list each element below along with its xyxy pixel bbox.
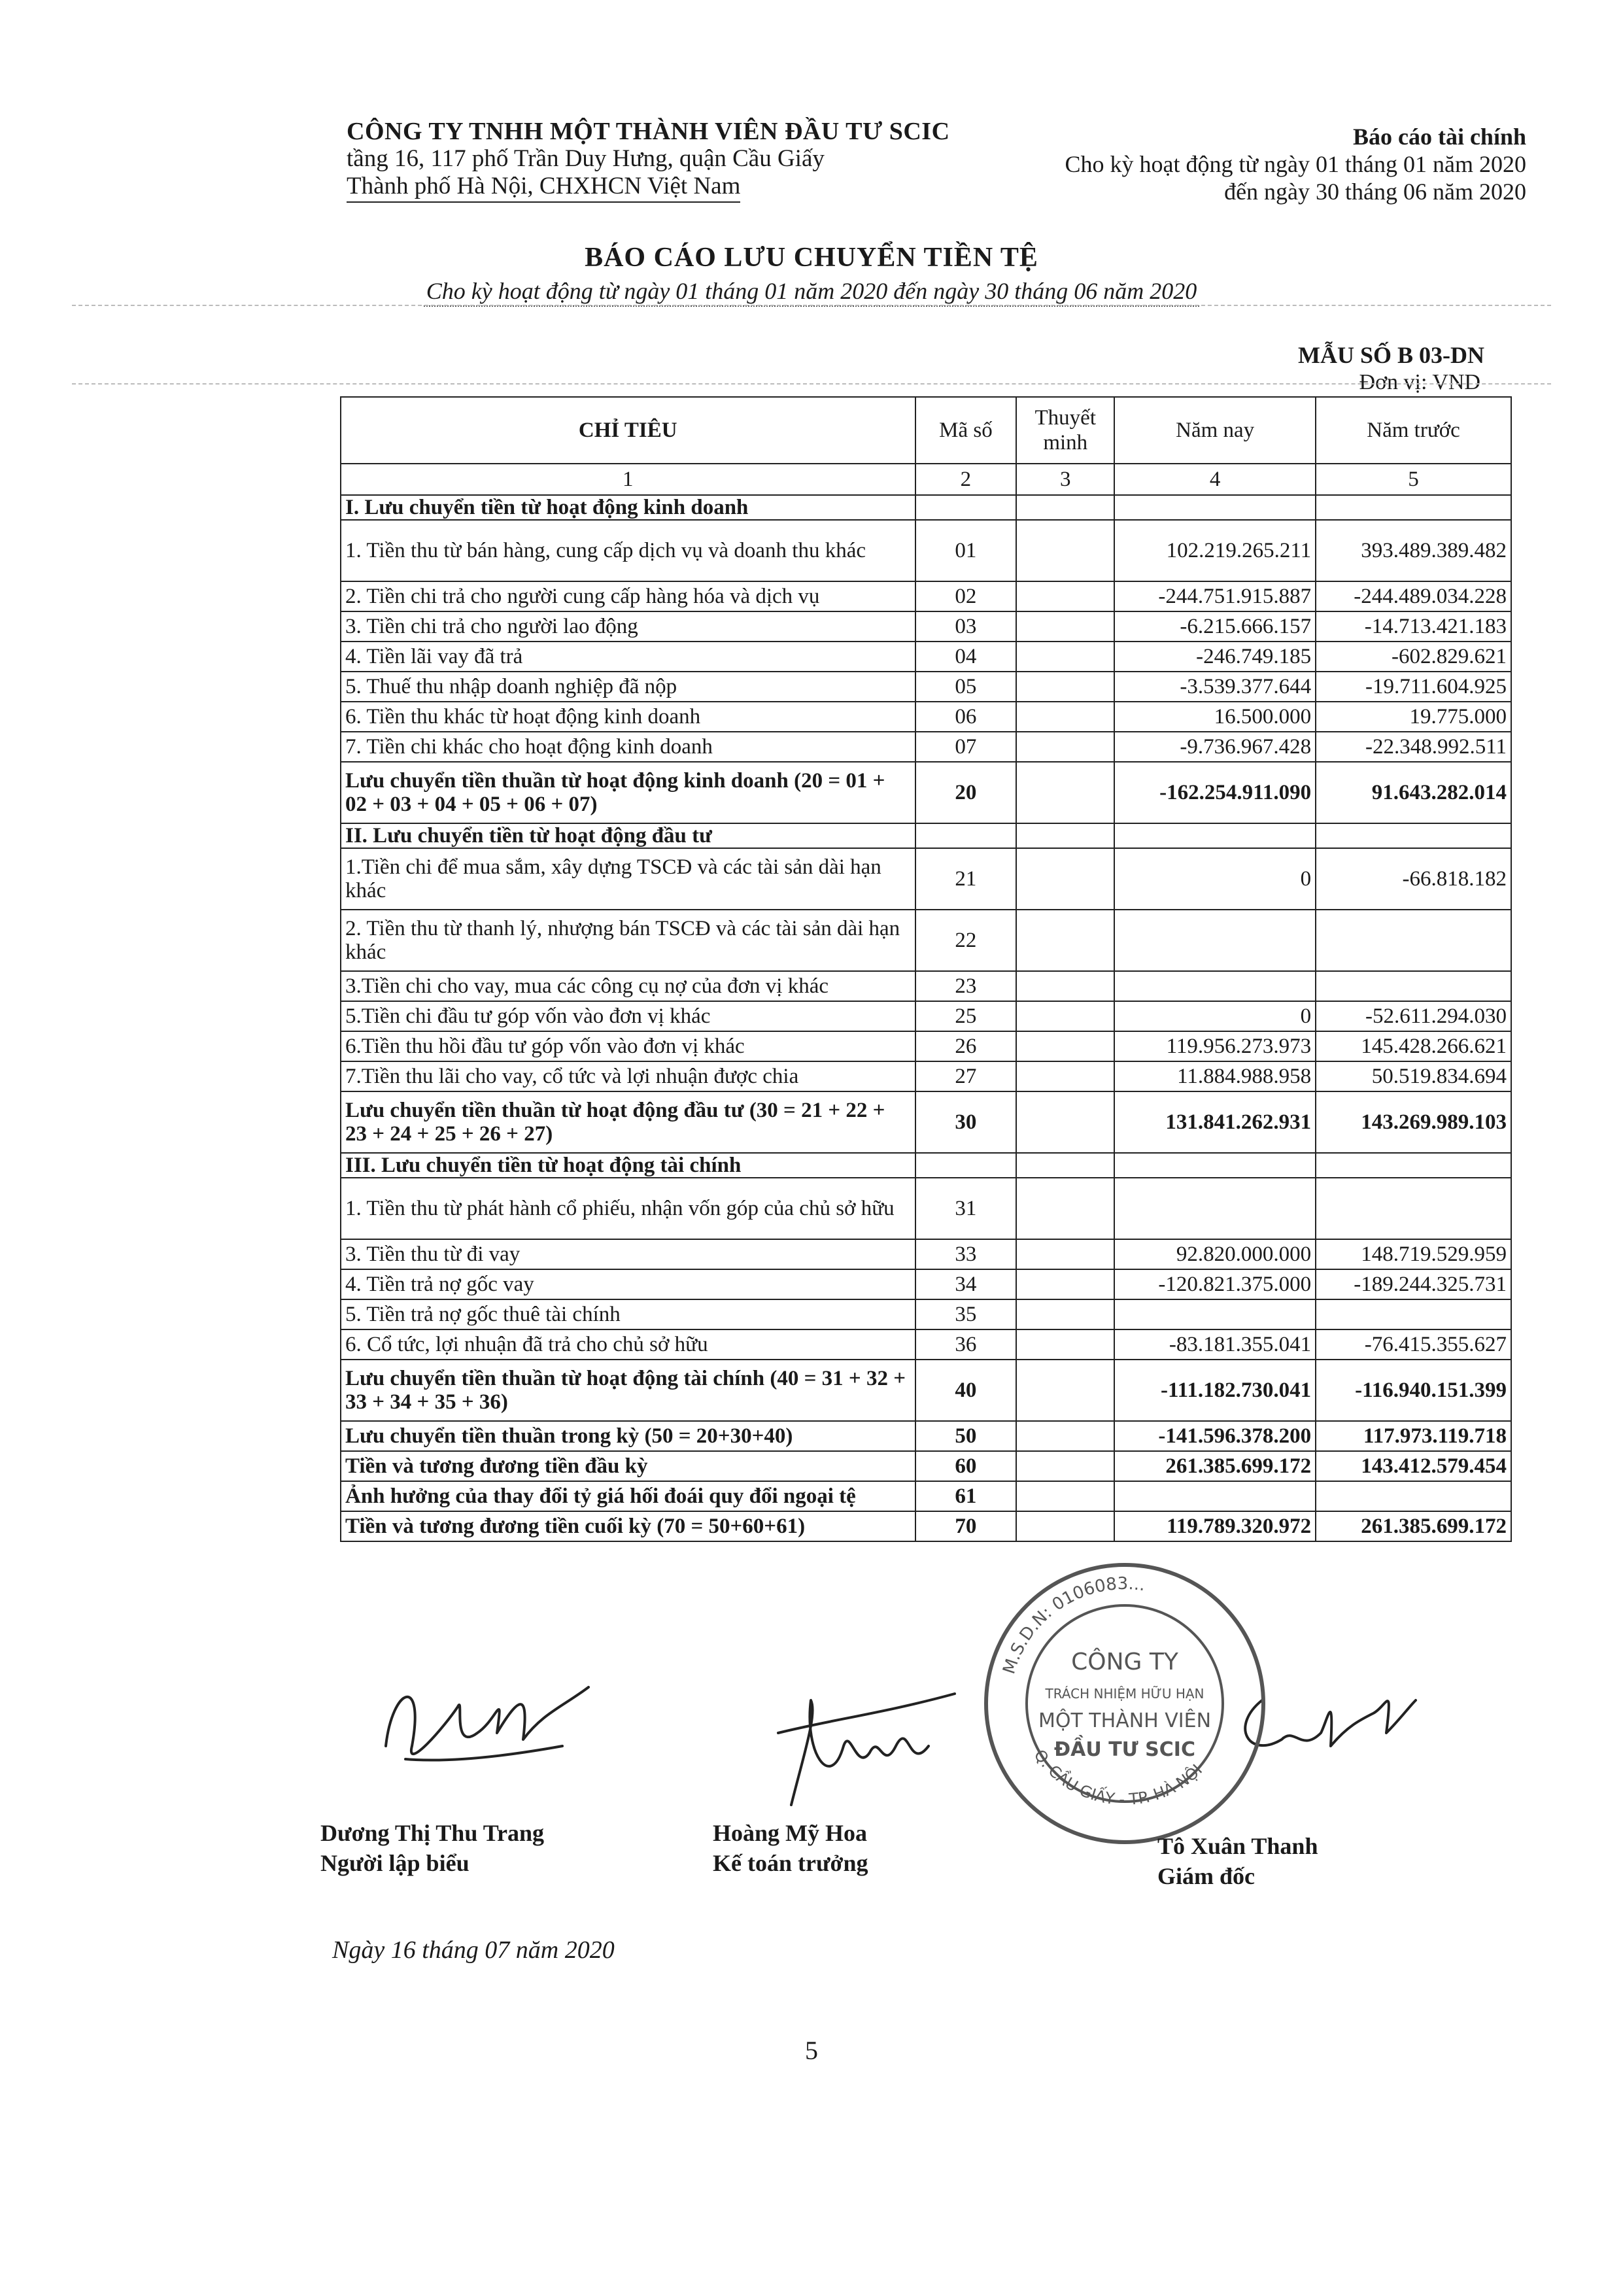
row-previous-year-value: -22.348.992.511 (1316, 732, 1511, 762)
row-previous-year-value (1316, 1153, 1511, 1178)
row-item-name: 2. Tiền thu từ thanh lý, nhượng bán TSCĐ và các tài sản dài hạn khác (341, 910, 915, 971)
col-index: 3 (1016, 464, 1114, 495)
table-row (341, 672, 1511, 702)
row-current-year-value: 0 (1114, 848, 1316, 910)
row-previous-year-value: 261.385.699.172 (1316, 1511, 1511, 1541)
form-number: MẪU SỐ B 03-DN (1298, 342, 1484, 368)
accountant-title: Kế toán trưởng (713, 1850, 868, 1876)
row-code (915, 495, 1017, 520)
row-item-name: 4. Tiền lãi vay đã trả (341, 642, 915, 672)
row-item-name: III. Lưu chuyển tiền từ hoạt động tài chính (341, 1153, 915, 1178)
table-row (341, 823, 1511, 848)
table-row (341, 1299, 1511, 1329)
row-previous-year-value: -52.611.294.030 (1316, 1001, 1511, 1031)
row-code (915, 1153, 1017, 1178)
accountant-block (713, 1818, 868, 1878)
col-index: 4 (1114, 464, 1316, 495)
table-row (341, 581, 1511, 611)
row-current-year-value: 0 (1114, 1001, 1316, 1031)
report-date: Ngày 16 tháng 07 năm 2020 (332, 1936, 615, 1964)
row-item-name: 5.Tiền chi đầu tư góp vốn vào đơn vị khác (341, 1001, 915, 1031)
row-code (915, 823, 1017, 848)
row-previous-year-value: -76.415.355.627 (1316, 1329, 1511, 1360)
row-code: 31 (915, 1178, 1017, 1239)
row-note (1016, 1360, 1114, 1421)
table-row (341, 1360, 1511, 1421)
row-note (1016, 1153, 1114, 1178)
col-index: 1 (341, 464, 915, 495)
row-code: 03 (915, 611, 1017, 642)
table-row (341, 1481, 1511, 1511)
report-header (1065, 123, 1526, 205)
divider (72, 305, 1551, 306)
table-row (341, 910, 1511, 971)
accountant-name: Hoàng Mỹ Hoa (713, 1820, 868, 1846)
row-item-name: Tiền và tương đương tiền cuối kỳ (70 = 50+60+61) (341, 1511, 915, 1541)
report-type: Báo cáo tài chính (1352, 124, 1526, 150)
row-note (1016, 1061, 1114, 1091)
row-previous-year-value (1316, 1178, 1511, 1239)
table-row (341, 1451, 1511, 1481)
row-note (1016, 1239, 1114, 1269)
preparer-name: Dương Thị Thu Trang (320, 1820, 545, 1846)
row-code: 36 (915, 1329, 1017, 1360)
row-note (1016, 971, 1114, 1001)
company-address-line1: tầng 16, 117 phố Trần Duy Hưng, quận Cầu Giấy (347, 145, 825, 172)
row-code: 25 (915, 1001, 1017, 1031)
row-previous-year-value (1316, 1481, 1511, 1511)
row-note (1016, 702, 1114, 732)
stamp-ring-top: M.S.D.N: 0106083... (999, 1573, 1147, 1677)
row-previous-year-value: -19.711.604.925 (1316, 672, 1511, 702)
row-code: 02 (915, 581, 1017, 611)
row-note (1016, 1001, 1114, 1031)
row-item-name: 7. Tiền chi khác cho hoạt động kinh doanh (341, 732, 915, 762)
row-current-year-value (1114, 1299, 1316, 1329)
row-previous-year-value: -116.940.151.399 (1316, 1360, 1511, 1421)
row-item-name: 2. Tiền chi trả cho người cung cấp hàng hóa và dịch vụ (341, 581, 915, 611)
row-code: 61 (915, 1481, 1017, 1511)
stamp-ring-bottom: Q. CẦU GIẤY - TP. HÀ NỘI (1030, 1746, 1206, 1809)
row-note (1016, 1269, 1114, 1299)
row-note (1016, 732, 1114, 762)
row-item-name: Tiền và tương đương tiền đầu kỳ (341, 1451, 915, 1481)
stamp-text: MỘT THÀNH VIÊN (1038, 1709, 1212, 1732)
row-current-year-value: 119.956.273.973 (1114, 1031, 1316, 1061)
row-note (1016, 762, 1114, 823)
row-note (1016, 495, 1114, 520)
row-previous-year-value: 19.775.000 (1316, 702, 1511, 732)
row-previous-year-value (1316, 971, 1511, 1001)
row-current-year-value: -9.736.967.428 (1114, 732, 1316, 762)
row-previous-year-value: -14.713.421.183 (1316, 611, 1511, 642)
row-note (1016, 1481, 1114, 1511)
row-item-name: 5. Tiền trả nợ gốc thuê tài chính (341, 1299, 915, 1329)
currency-unit: Đơn vị: VND (1359, 370, 1480, 394)
row-current-year-value (1114, 910, 1316, 971)
row-item-name: Lưu chuyển tiền thuần từ hoạt động đầu tư (30 = 21 + 22 + 23 + 24 + 25 + 26 + 27) (341, 1091, 915, 1153)
row-current-year-value: -111.182.730.041 (1114, 1360, 1316, 1421)
row-current-year-value (1114, 1178, 1316, 1239)
row-previous-year-value: 393.489.389.482 (1316, 520, 1511, 581)
table-row (341, 1511, 1511, 1541)
row-previous-year-value: 117.973.119.718 (1316, 1421, 1511, 1451)
row-current-year-value: -244.751.915.887 (1114, 581, 1316, 611)
row-code: 23 (915, 971, 1017, 1001)
column-index-row (341, 464, 1511, 495)
report-period-line2: đến ngày 30 tháng 06 năm 2020 (1224, 179, 1526, 205)
table-row (341, 495, 1511, 520)
row-previous-year-value: -602.829.621 (1316, 642, 1511, 672)
row-previous-year-value: 50.519.834.694 (1316, 1061, 1511, 1091)
cash-flow-table (340, 396, 1512, 1542)
stamp-text: ĐẦU TƯ SCIC (1054, 1738, 1195, 1761)
row-item-name: 6.Tiền thu hồi đầu tư góp vốn vào đơn vị khác (341, 1031, 915, 1061)
row-note (1016, 1511, 1114, 1541)
accountant-signature (765, 1674, 961, 1818)
table-row (341, 1269, 1511, 1299)
company-seal-stamp (981, 1560, 1269, 1847)
row-item-name: 1. Tiền thu từ bán hàng, cung cấp dịch vụ và doanh thu khác (341, 520, 915, 581)
row-item-name: 1.Tiền chi để mua sắm, xây dựng TSCĐ và các tài sản dài hạn khác (341, 848, 915, 910)
col-header-item: CHỈ TIÊU (341, 397, 915, 464)
row-item-name: I. Lưu chuyển tiền từ hoạt động kinh doanh (341, 495, 915, 520)
row-code: 33 (915, 1239, 1017, 1269)
row-previous-year-value: -189.244.325.731 (1316, 1269, 1511, 1299)
row-current-year-value: 16.500.000 (1114, 702, 1316, 732)
table-row (341, 642, 1511, 672)
row-previous-year-value: 143.269.989.103 (1316, 1091, 1511, 1153)
row-item-name: II. Lưu chuyển tiền từ hoạt động đầu tư (341, 823, 915, 848)
table-row (341, 702, 1511, 732)
row-item-name: 4. Tiền trả nợ gốc vay (341, 1269, 915, 1299)
row-item-name: 3. Tiền chi trả cho người lao động (341, 611, 915, 642)
row-code: 20 (915, 762, 1017, 823)
row-item-name: Ảnh hưởng của thay đổi tỷ giá hối đoái quy đổi ngoại tệ (341, 1481, 915, 1511)
table-row (341, 1091, 1511, 1153)
row-item-name: 6. Cổ tức, lợi nhuận đã trả cho chủ sở hữu (341, 1329, 915, 1360)
table-row (341, 1031, 1511, 1061)
row-note (1016, 1421, 1114, 1451)
row-note (1016, 1031, 1114, 1061)
row-previous-year-value: 91.643.282.014 (1316, 762, 1511, 823)
row-code: 22 (915, 910, 1017, 971)
row-current-year-value: -6.215.666.157 (1114, 611, 1316, 642)
table-row (341, 971, 1511, 1001)
row-code: 26 (915, 1031, 1017, 1061)
row-note (1016, 910, 1114, 971)
row-current-year-value: 131.841.262.931 (1114, 1091, 1316, 1153)
row-current-year-value: -83.181.355.041 (1114, 1329, 1316, 1360)
col-header-previous-year: Năm trước (1316, 397, 1511, 464)
row-code: 01 (915, 520, 1017, 581)
row-current-year-value: 261.385.699.172 (1114, 1451, 1316, 1481)
page-number: 5 (805, 2036, 818, 2065)
row-current-year-value (1114, 495, 1316, 520)
divider (72, 383, 1551, 385)
row-code: 50 (915, 1421, 1017, 1451)
row-previous-year-value (1316, 823, 1511, 848)
director-block (1157, 1831, 1318, 1891)
company-header (347, 118, 950, 203)
row-note (1016, 520, 1114, 581)
row-item-name: Lưu chuyển tiền thuần từ hoạt động kinh doanh (20 = 01 + 02 + 03 + 04 + 05 + 06 + 07) (341, 762, 915, 823)
row-note (1016, 1091, 1114, 1153)
table-row (341, 520, 1511, 581)
company-name: CÔNG TY TNHH MỘT THÀNH VIÊN ĐẦU TƯ SCIC (347, 118, 950, 145)
row-current-year-value (1114, 1481, 1316, 1511)
row-previous-year-value: 143.412.579.454 (1316, 1451, 1511, 1481)
table-row (341, 1421, 1511, 1451)
row-code: 05 (915, 672, 1017, 702)
table-row (341, 1153, 1511, 1178)
row-current-year-value: -246.749.185 (1114, 642, 1316, 672)
row-note (1016, 848, 1114, 910)
row-note (1016, 1451, 1114, 1481)
row-note (1016, 672, 1114, 702)
row-current-year-value (1114, 823, 1316, 848)
company-address-line2: Thành phố Hà Nội, CHXHCN Việt Nam (347, 173, 740, 203)
report-period-line1: Cho kỳ hoạt động từ ngày 01 tháng 01 năm 2020 (1065, 151, 1526, 177)
row-previous-year-value (1316, 1299, 1511, 1329)
row-previous-year-value: -244.489.034.228 (1316, 581, 1511, 611)
row-code: 35 (915, 1299, 1017, 1329)
row-item-name: Lưu chuyển tiền thuần từ hoạt động tài chính (40 = 31 + 32 + 33 + 34 + 35 + 36) (341, 1360, 915, 1421)
stamp-text: CÔNG TY (1071, 1649, 1178, 1675)
table-row (341, 611, 1511, 642)
row-current-year-value (1114, 1153, 1316, 1178)
col-index: 2 (915, 464, 1017, 495)
row-code: 04 (915, 642, 1017, 672)
row-code: 21 (915, 848, 1017, 910)
row-note (1016, 611, 1114, 642)
row-code: 06 (915, 702, 1017, 732)
row-item-name: 7.Tiền thu lãi cho vay, cổ tức và lợi nhuận được chia (341, 1061, 915, 1091)
row-note (1016, 1299, 1114, 1329)
table-row (341, 1329, 1511, 1360)
row-current-year-value: 119.789.320.972 (1114, 1511, 1316, 1541)
row-previous-year-value: -66.818.182 (1316, 848, 1511, 910)
row-item-name: 6. Tiền thu khác từ hoạt động kinh doanh (341, 702, 915, 732)
row-current-year-value (1114, 971, 1316, 1001)
row-previous-year-value: 145.428.266.621 (1316, 1031, 1511, 1061)
row-item-name: 5. Thuế thu nhập doanh nghiệp đã nộp (341, 672, 915, 702)
table-row (341, 1178, 1511, 1239)
preparer-signature (366, 1648, 602, 1779)
table-row (341, 1001, 1511, 1031)
row-current-year-value: -141.596.378.200 (1114, 1421, 1316, 1451)
row-note (1016, 823, 1114, 848)
row-current-year-value: 11.884.988.958 (1114, 1061, 1316, 1091)
table-row (341, 1239, 1511, 1269)
report-subtitle-text: Cho kỳ hoạt động từ ngày 01 tháng 01 năm 2020 đến ngày 30 tháng 06 năm 2020 (424, 278, 1200, 307)
row-code: 27 (915, 1061, 1017, 1091)
col-index: 5 (1316, 464, 1511, 495)
table-row (341, 762, 1511, 823)
row-current-year-value: -162.254.911.090 (1114, 762, 1316, 823)
row-code: 60 (915, 1451, 1017, 1481)
report-subtitle (0, 277, 1623, 305)
report-title: BÁO CÁO LƯU CHUYỂN TIỀN TỆ (585, 243, 1038, 273)
row-current-year-value: 92.820.000.000 (1114, 1239, 1316, 1269)
table-row (341, 1061, 1511, 1091)
row-current-year-value: 102.219.265.211 (1114, 520, 1316, 581)
director-title: Giám đốc (1157, 1863, 1255, 1889)
row-code: 07 (915, 732, 1017, 762)
row-code: 34 (915, 1269, 1017, 1299)
row-item-name: Lưu chuyển tiền thuần trong kỳ (50 = 20+30+40) (341, 1421, 915, 1451)
row-current-year-value: -3.539.377.644 (1114, 672, 1316, 702)
row-item-name: 3. Tiền thu từ đi vay (341, 1239, 915, 1269)
row-note (1016, 1178, 1114, 1239)
row-note (1016, 642, 1114, 672)
row-previous-year-value (1316, 910, 1511, 971)
row-code: 40 (915, 1360, 1017, 1421)
col-header-current-year: Năm nay (1114, 397, 1316, 464)
preparer-block (320, 1818, 544, 1878)
row-previous-year-value: 148.719.529.959 (1316, 1239, 1511, 1269)
col-header-code: Mã số (915, 397, 1017, 464)
row-item-name: 1. Tiền thu từ phát hành cổ phiếu, nhận vốn góp của chủ sở hữu (341, 1178, 915, 1239)
row-item-name: 3.Tiền chi cho vay, mua các công cụ nợ của đơn vị khác (341, 971, 915, 1001)
table-row (341, 732, 1511, 762)
stamp-text: TRÁCH NHIỆM HỮU HẠN (1045, 1686, 1204, 1702)
row-note (1016, 1329, 1114, 1360)
preparer-title: Người lập biểu (320, 1850, 470, 1876)
row-code: 70 (915, 1511, 1017, 1541)
row-previous-year-value (1316, 495, 1511, 520)
director-name: Tô Xuân Thanh (1157, 1833, 1318, 1859)
table-row (341, 848, 1511, 910)
row-code: 30 (915, 1091, 1017, 1153)
col-header-note: Thuyết minh (1016, 397, 1114, 464)
row-current-year-value: -120.821.375.000 (1114, 1269, 1316, 1299)
row-note (1016, 581, 1114, 611)
